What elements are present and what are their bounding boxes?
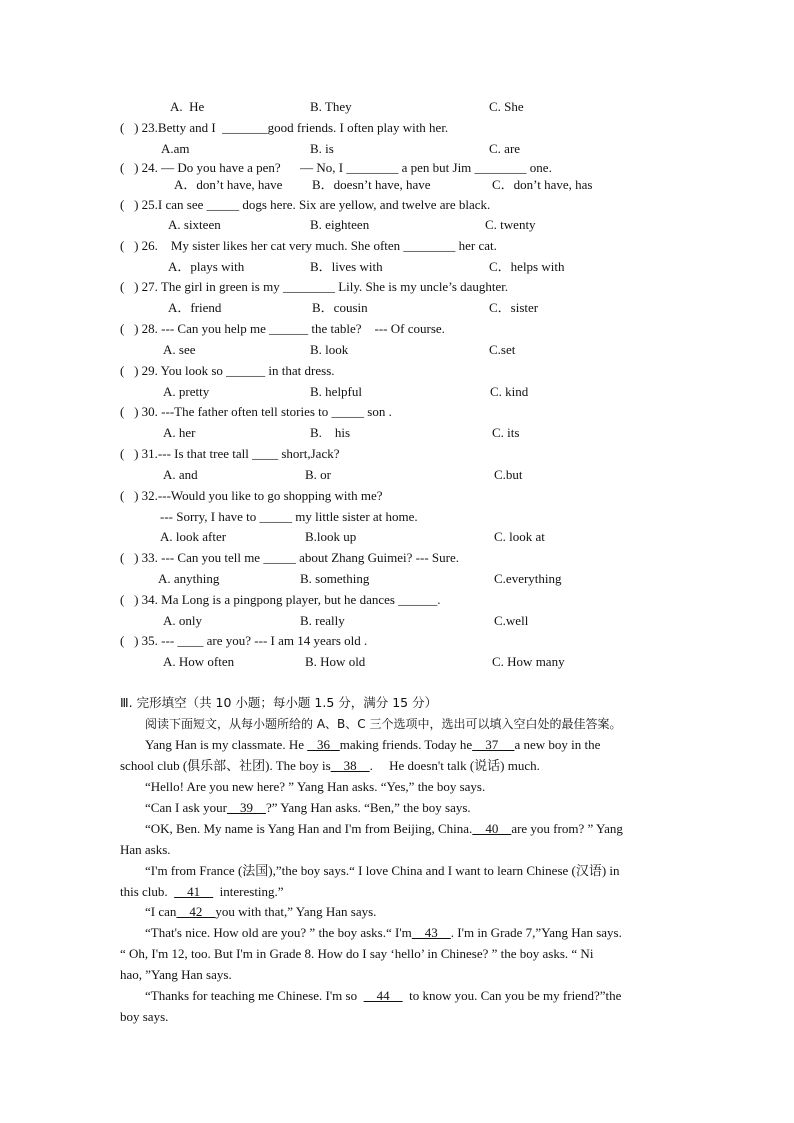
blank-39: 39 (226, 800, 266, 815)
passage-text: “Can I ask your (145, 800, 227, 815)
q34-option-b: B. really (300, 613, 345, 628)
q27-stem: ( ) 27. The girl in green is my ________ Lily. She is my uncle’s daughter. (120, 279, 509, 294)
q25-stem: ( ) 25.I can see _____ dogs here. Six are yellow, and twelve are black. (120, 197, 491, 212)
q28-option-b: B. look (310, 342, 349, 357)
q22-option-c: C. She (489, 99, 524, 114)
blank-43: 43 (411, 925, 451, 940)
q22-option-b: B. They (310, 99, 352, 114)
q28-option-c: C.set (489, 342, 516, 357)
q25-option-a: A. sixteen (168, 217, 221, 232)
passage-line-3: “Hello! Are you new here? ” Yang Han asks. “Yes,” the boy says. (145, 779, 486, 794)
passage-text: “OK, Ben. My name is Yang Han and I'm from Beijing, China. (145, 821, 473, 836)
q23-stem: ( ) 23.Betty and I _______good friends. I often play with her. (120, 120, 449, 135)
q30-option-c: C. its (492, 425, 520, 440)
blank-38: 38 (330, 758, 370, 773)
q35-option-c: C. How many (492, 654, 565, 669)
q31-stem: ( ) 31.--- Is that tree tall ____ short,Jack? (120, 446, 340, 461)
q24-option-b: B．doesn’t have, have (312, 177, 431, 192)
passage-text: interesting.” (213, 884, 284, 899)
q27-option-c: C．sister (489, 300, 539, 315)
passage-line-6: Han asks. (120, 842, 171, 857)
blank-44: 44 (363, 988, 403, 1003)
passage-text: you with that,” Yang Han says. (215, 904, 377, 919)
q27-option-a: A．friend (168, 300, 222, 315)
passage-text: “That's nice. How old are you? ” the boy asks.“ I'm (145, 925, 412, 940)
passage-text: this club. (120, 884, 175, 899)
q32-stem-reply: --- Sorry, I have to _____ my little sister at home. (160, 509, 418, 524)
q26-option-a: A．plays with (168, 259, 245, 274)
q30-option-b: B. his (310, 425, 351, 440)
q31-option-c: C.but (494, 467, 523, 482)
q26-stem: ( ) 26. My sister likes her cat very much. She often ________ her cat. (120, 238, 497, 253)
passage-line-13 (145, 988, 621, 1004)
q28-stem: ( ) 28. --- Can you help me ______ the table? --- Of course. (120, 321, 445, 336)
passage-text: “I can (145, 904, 177, 919)
passage-line-12: hao, ”Yang Han says. (120, 967, 232, 982)
passage-text: . I'm in Grade 7,”Yang Han says. (450, 925, 622, 940)
passage-line-2 (120, 758, 540, 774)
passage-text: to know you. Can you be my friend?”the (402, 988, 622, 1003)
q30-option-a: A. her (163, 425, 196, 440)
q22-option-a: A. He (170, 99, 205, 114)
q33-stem: ( ) 33. --- Can you tell me _____ about Zhang Guimei? --- Sure. (120, 550, 459, 565)
q30-stem: ( ) 30. ---The father often tell stories to _____ son . (120, 404, 392, 419)
q27-option-b: B．cousin (312, 300, 368, 315)
q24-option-c: C．don’t have, has (492, 177, 593, 192)
passage-text: ?” Yang Han asks. “Ben,” the boy says. (265, 800, 471, 815)
q33-option-b: B. something (300, 571, 370, 586)
q29-option-c: C. kind (490, 384, 529, 399)
q31-option-a: A. and (163, 467, 198, 482)
passage-line-7: “I'm from France (法国),”the boy says.“ I love China and I want to learn Chinese (汉语) in (145, 863, 620, 878)
q25-option-c: C. twenty (485, 217, 536, 232)
q33-option-c: C.everything (494, 571, 562, 586)
passage-line-1 (145, 737, 600, 753)
q34-option-a: A. only (163, 613, 202, 628)
q23-option-c: C. are (489, 141, 521, 156)
q35-stem: ( ) 35. --- ____ are you? --- I am 14 years old . (120, 633, 368, 648)
passage-text: Yang Han is my classmate. He (145, 737, 308, 752)
passage-text: are you from? ” Yang (511, 821, 623, 836)
q24-option-a: A．don’t have, have (174, 177, 283, 192)
passage-line-14: boy says. (120, 1009, 169, 1024)
q32-option-a: A. look after (160, 529, 227, 544)
passage-text: making friends. Today he (339, 737, 473, 752)
passage-text: . He doesn't talk (说话) much. (369, 758, 540, 773)
blank-42: 42 (176, 904, 216, 919)
q28-option-a: A. see (163, 342, 196, 357)
q29-option-a: A. pretty (163, 384, 210, 399)
q31-option-b: B. or (305, 467, 331, 482)
q33-option-a: A. anything (158, 571, 220, 586)
q29-option-b: B. helpful (310, 384, 362, 399)
q24-stem: ( ) 24. — Do you have a pen? — No, I ________ a pen but Jim ________ one. (120, 160, 552, 175)
section-3-heading: Ⅲ. 完形填空（共 10 小题；每小题 1.5 分，满分 15 分） (120, 695, 438, 710)
passage-line-4 (145, 800, 471, 816)
passage-line-10 (145, 925, 622, 941)
blank-41: 41 (174, 884, 214, 899)
blank-40: 40 (472, 821, 512, 836)
q32-stem: ( ) 32.---Would you like to go shopping with me? (120, 488, 383, 503)
q35-option-a: A. How often (163, 654, 235, 669)
passage-line-5 (145, 821, 623, 837)
q23-option-b: B. is (310, 141, 334, 156)
blank-37: 37 (472, 737, 515, 752)
q23-option-a: A.am (161, 141, 190, 156)
q32-option-c: C. look at (494, 529, 545, 544)
passage-text: school club (俱乐部、社团). The boy is (120, 758, 331, 773)
blank-36: 36 (307, 737, 340, 752)
q26-option-c: C．helps with (489, 259, 565, 274)
q26-option-b: B．lives with (310, 259, 383, 274)
q34-option-c: C.well (494, 613, 529, 628)
passage-line-8 (120, 884, 284, 900)
q25-option-b: B. eighteen (310, 217, 370, 232)
passage-line-11: “ Oh, I'm 12, too. But I'm in Grade 8. How do I say ‘hello’ in Chinese? ” the boy asks. “ Ni (120, 946, 594, 961)
passage-text: a new boy in the (514, 737, 601, 752)
section-3-instruction: 阅读下面短文，从每小题所给的 A、B、C 三个选项中，选出可以填入空白处的最佳答案。 (145, 717, 622, 731)
q29-stem: ( ) 29. You look so ______ in that dress. (120, 363, 335, 378)
q32-option-b: B.look up (305, 529, 357, 544)
q34-stem: ( ) 34. Ma Long is a pingpong player, but he dances ______. (120, 592, 441, 607)
q35-option-b: B. How old (305, 654, 366, 669)
passage-line-9 (145, 904, 376, 920)
passage-text: “Thanks for teaching me Chinese. I'm so (145, 988, 364, 1003)
